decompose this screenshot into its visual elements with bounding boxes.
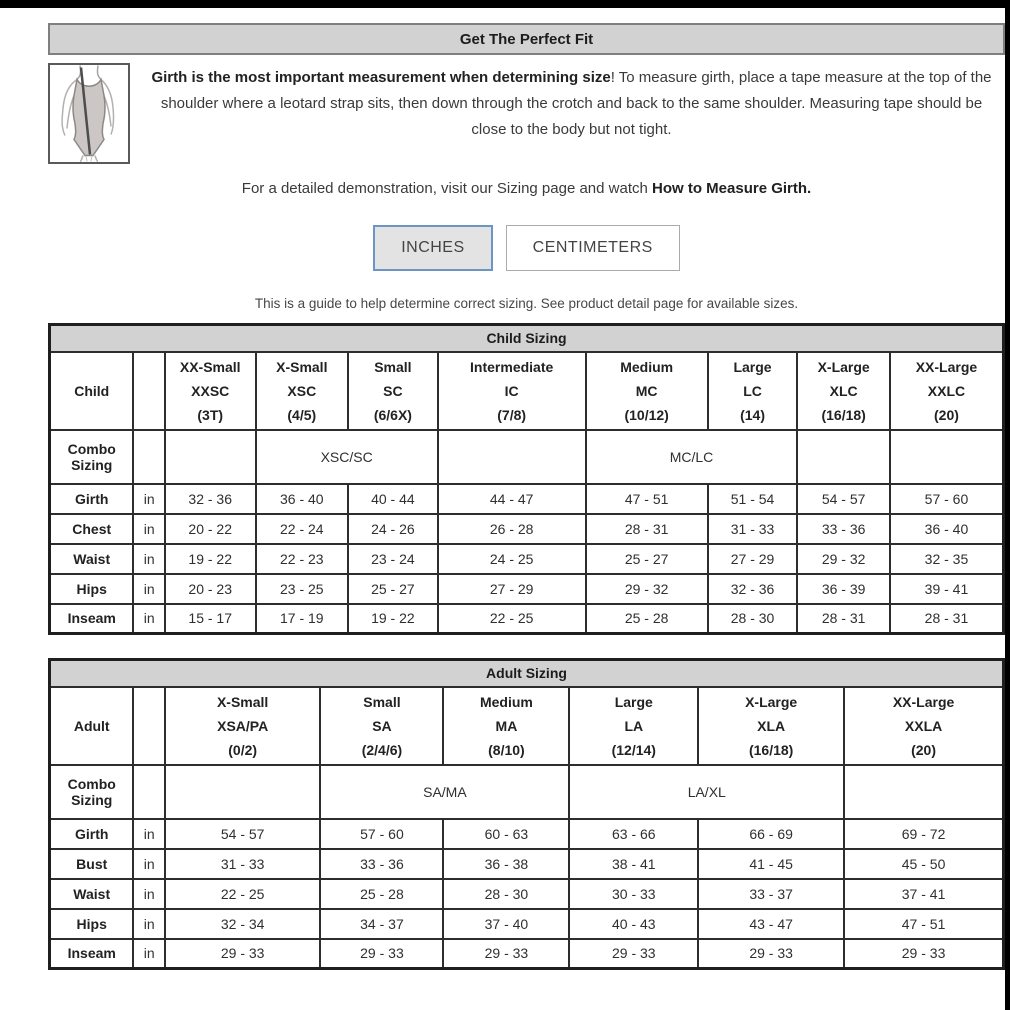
measurement-label: Bust bbox=[50, 849, 134, 879]
girth-intro-rest: ! To measure girth, place a tape measure at the top of the shoulder where a leotard strap sits, then down through the crotch and back to the same shoulder. Measuring tape should be close to the body but not tight. bbox=[160, 69, 992, 138]
measurement-value: 31 - 33 bbox=[708, 514, 798, 544]
measurement-value: 28 - 30 bbox=[708, 604, 798, 634]
unit-cell: in bbox=[133, 544, 164, 574]
measurement-value: 47 - 51 bbox=[844, 909, 1003, 939]
size-code: XSA/PA bbox=[217, 717, 269, 734]
measurement-value: 34 - 37 bbox=[320, 909, 443, 939]
measurement-value: 43 - 47 bbox=[698, 909, 844, 939]
size-code: SA bbox=[372, 717, 392, 734]
measurement-value: 28 - 31 bbox=[586, 514, 708, 544]
size-column-header bbox=[708, 352, 798, 430]
girth-diagram bbox=[48, 63, 130, 164]
size-name: X-Small bbox=[216, 693, 269, 710]
window-border-right bbox=[1005, 0, 1010, 1010]
inches-button[interactable]: INCHES bbox=[373, 225, 492, 271]
measurement-value: 25 - 28 bbox=[320, 879, 443, 909]
size-name: Large bbox=[614, 693, 653, 710]
size-column-header bbox=[698, 687, 844, 765]
measurement-value: 29 - 33 bbox=[320, 939, 443, 969]
size-range: (6/6X) bbox=[373, 406, 412, 423]
size-name: Intermediate bbox=[470, 358, 554, 375]
measurement-value: 29 - 33 bbox=[443, 939, 569, 969]
size-name: XX-Small bbox=[179, 358, 241, 375]
measurement-value: 63 - 66 bbox=[569, 819, 698, 849]
combo-size-cell bbox=[797, 430, 890, 484]
measurement-value: 15 - 17 bbox=[165, 604, 256, 634]
size-column-header bbox=[890, 352, 1004, 430]
size-column-header bbox=[797, 352, 890, 430]
size-name: X-Large bbox=[817, 358, 870, 375]
measurement-value: 37 - 41 bbox=[844, 879, 1003, 909]
measurement-value: 29 - 32 bbox=[586, 574, 708, 604]
measurement-value: 23 - 25 bbox=[256, 574, 349, 604]
size-name: XX-Large bbox=[892, 693, 955, 710]
measurement-value: 20 - 23 bbox=[165, 574, 256, 604]
measurement-value: 29 - 33 bbox=[569, 939, 698, 969]
row-group-label: Child bbox=[50, 352, 134, 430]
measurement-value: 32 - 34 bbox=[165, 909, 321, 939]
sizing-guide-note: This is a guide to help determine correct sizing. See product detail page for available sizes. bbox=[254, 296, 799, 311]
size-name: Large bbox=[733, 358, 772, 375]
combo-size-cell bbox=[890, 430, 1004, 484]
child-sizing-table bbox=[48, 323, 1005, 635]
measurement-label: Girth bbox=[50, 819, 134, 849]
measurement-label: Waist bbox=[50, 544, 134, 574]
measurement-value: 57 - 60 bbox=[320, 819, 443, 849]
size-column-header bbox=[165, 352, 256, 430]
demo-line bbox=[48, 180, 1005, 197]
measurement-value: 29 - 33 bbox=[844, 939, 1003, 969]
table-title: Child Sizing bbox=[50, 325, 1004, 352]
centimeters-button[interactable]: CENTIMETERS bbox=[506, 225, 680, 271]
measurement-row bbox=[50, 604, 1004, 634]
unit-cell: in bbox=[133, 819, 164, 849]
measurement-value: 33 - 36 bbox=[320, 849, 443, 879]
measurement-value: 40 - 43 bbox=[569, 909, 698, 939]
measurement-value: 54 - 57 bbox=[797, 484, 890, 514]
measurement-value: 33 - 37 bbox=[698, 879, 844, 909]
unit-cell: in bbox=[133, 604, 164, 634]
measurement-row bbox=[50, 574, 1004, 604]
measurement-label: Inseam bbox=[50, 939, 134, 969]
combo-size-cell: LA/XL bbox=[569, 765, 844, 819]
unit-toggle bbox=[48, 225, 1005, 271]
size-column-header bbox=[569, 687, 698, 765]
measurement-value: 25 - 27 bbox=[586, 544, 708, 574]
measurement-value: 24 - 25 bbox=[438, 544, 586, 574]
measurement-value: 45 - 50 bbox=[844, 849, 1003, 879]
size-name: XX-Large bbox=[915, 358, 978, 375]
measurement-row bbox=[50, 819, 1004, 849]
size-code: XLA bbox=[757, 717, 786, 734]
measurement-value: 19 - 22 bbox=[348, 604, 438, 634]
size-name: X-Large bbox=[745, 693, 798, 710]
measurement-value: 44 - 47 bbox=[438, 484, 586, 514]
girth-intro-text bbox=[130, 63, 1005, 164]
measurement-value: 22 - 25 bbox=[165, 879, 321, 909]
measurement-row bbox=[50, 849, 1004, 879]
measurement-row bbox=[50, 514, 1004, 544]
table-title: Adult Sizing bbox=[50, 660, 1004, 687]
size-range: (10/12) bbox=[624, 406, 669, 423]
measurement-value: 20 - 22 bbox=[165, 514, 256, 544]
measurement-value: 32 - 35 bbox=[890, 544, 1004, 574]
unit-cell: in bbox=[133, 879, 164, 909]
measurement-value: 28 - 31 bbox=[890, 604, 1004, 634]
size-name: Small bbox=[363, 693, 401, 710]
measurement-label: Hips bbox=[50, 574, 134, 604]
leotard-illustration bbox=[50, 65, 128, 162]
demo-line-text: For a detailed demonstration, visit our Sizing page and watch bbox=[241, 180, 653, 197]
measurement-value: 25 - 28 bbox=[586, 604, 708, 634]
measurement-row bbox=[50, 909, 1004, 939]
unit-cell bbox=[133, 430, 164, 484]
size-range: (2/4/6) bbox=[361, 741, 403, 758]
measurement-value: 47 - 51 bbox=[586, 484, 708, 514]
measurement-label: Girth bbox=[50, 484, 134, 514]
measurement-value: 51 - 54 bbox=[708, 484, 798, 514]
measurement-value: 23 - 24 bbox=[348, 544, 438, 574]
size-column-header bbox=[165, 687, 321, 765]
measurement-value: 22 - 24 bbox=[256, 514, 349, 544]
size-name: Small bbox=[374, 358, 412, 375]
size-name: Medium bbox=[620, 358, 674, 375]
size-code: MC bbox=[635, 382, 658, 399]
size-column-header bbox=[586, 352, 708, 430]
measurement-value: 54 - 57 bbox=[165, 819, 321, 849]
unit-header-cell bbox=[133, 352, 164, 430]
measurement-value: 29 - 33 bbox=[698, 939, 844, 969]
size-range: (20) bbox=[911, 741, 937, 758]
unit-cell: in bbox=[133, 484, 164, 514]
measurement-label: Chest bbox=[50, 514, 134, 544]
girth-intro-bold: Girth is the most important measurement when determining size bbox=[151, 69, 611, 86]
measurement-value: 32 - 36 bbox=[708, 574, 798, 604]
measurement-value: 57 - 60 bbox=[890, 484, 1004, 514]
measurement-label: Inseam bbox=[50, 604, 134, 634]
size-range: (0/2) bbox=[228, 741, 258, 758]
size-range: (20) bbox=[934, 406, 959, 423]
measurement-value: 29 - 33 bbox=[165, 939, 321, 969]
page-title bbox=[48, 23, 1005, 55]
size-name: X-Small bbox=[276, 358, 328, 375]
size-code: XLC bbox=[829, 382, 858, 399]
size-code: LA bbox=[624, 717, 644, 734]
measurement-value: 30 - 33 bbox=[569, 879, 698, 909]
unit-cell: in bbox=[133, 909, 164, 939]
measurement-value: 40 - 44 bbox=[348, 484, 438, 514]
measurement-value: 31 - 33 bbox=[165, 849, 321, 879]
measurement-value: 36 - 40 bbox=[256, 484, 349, 514]
measurement-value: 28 - 31 bbox=[797, 604, 890, 634]
unit-cell: in bbox=[133, 514, 164, 544]
page-title-text: Get The Perfect Fit bbox=[459, 30, 594, 48]
measurement-value: 29 - 32 bbox=[797, 544, 890, 574]
size-column-header bbox=[844, 687, 1003, 765]
size-column-header bbox=[443, 687, 569, 765]
measurement-value: 36 - 39 bbox=[797, 574, 890, 604]
size-range: (4/5) bbox=[287, 406, 317, 423]
demo-line-bold: How to Measure Girth. bbox=[652, 180, 812, 197]
combo-size-cell bbox=[438, 430, 586, 484]
size-code: LC bbox=[743, 382, 762, 399]
size-column-header bbox=[438, 352, 586, 430]
size-column-header bbox=[320, 687, 443, 765]
size-code: IC bbox=[504, 382, 519, 399]
size-code: SC bbox=[383, 382, 403, 399]
measurement-value: 60 - 63 bbox=[443, 819, 569, 849]
size-code: XXSC bbox=[191, 382, 230, 399]
combo-size-cell: SA/MA bbox=[320, 765, 569, 819]
measurement-row bbox=[50, 939, 1004, 969]
size-range: (3T) bbox=[197, 406, 224, 423]
combo-size-cell bbox=[165, 430, 256, 484]
measurement-value: 39 - 41 bbox=[890, 574, 1004, 604]
measurement-value: 36 - 40 bbox=[890, 514, 1004, 544]
measurement-value: 25 - 27 bbox=[348, 574, 438, 604]
measurement-row bbox=[50, 879, 1004, 909]
measurement-value: 32 - 36 bbox=[165, 484, 256, 514]
measurement-row bbox=[50, 544, 1004, 574]
measurement-value: 33 - 36 bbox=[797, 514, 890, 544]
unit-cell bbox=[133, 765, 164, 819]
size-code: XXLC bbox=[927, 382, 966, 399]
unit-header-cell bbox=[133, 687, 164, 765]
size-code: MA bbox=[495, 717, 518, 734]
size-range: (7/8) bbox=[497, 406, 527, 423]
measurement-value: 27 - 29 bbox=[708, 544, 798, 574]
measurement-value: 66 - 69 bbox=[698, 819, 844, 849]
size-column-header bbox=[348, 352, 438, 430]
adult-sizing-table bbox=[48, 658, 1005, 970]
girth-intro-section bbox=[48, 63, 1005, 164]
unit-cell: in bbox=[133, 939, 164, 969]
window-border-top bbox=[0, 0, 1010, 8]
size-range: (8/10) bbox=[488, 741, 525, 758]
measurement-value: 28 - 30 bbox=[443, 879, 569, 909]
size-column-header bbox=[256, 352, 349, 430]
combo-row-label: Combo Sizing bbox=[50, 765, 134, 819]
measurement-value: 27 - 29 bbox=[438, 574, 586, 604]
measurement-value: 37 - 40 bbox=[443, 909, 569, 939]
measurement-value: 38 - 41 bbox=[569, 849, 698, 879]
row-group-label: Adult bbox=[50, 687, 134, 765]
combo-size-cell bbox=[165, 765, 321, 819]
combo-size-cell: MC/LC bbox=[586, 430, 798, 484]
combo-row-label: Combo Sizing bbox=[50, 430, 134, 484]
measurement-value: 24 - 26 bbox=[348, 514, 438, 544]
size-range: (12/14) bbox=[611, 741, 656, 758]
combo-size-cell: XSC/SC bbox=[256, 430, 438, 484]
size-code: XXLA bbox=[904, 717, 943, 734]
size-range: (16/18) bbox=[821, 406, 866, 423]
measurement-value: 41 - 45 bbox=[698, 849, 844, 879]
measurement-label: Waist bbox=[50, 879, 134, 909]
sizing-guide-page bbox=[48, 8, 1005, 970]
measurement-value: 22 - 25 bbox=[438, 604, 586, 634]
measurement-value: 22 - 23 bbox=[256, 544, 349, 574]
combo-size-cell bbox=[844, 765, 1003, 819]
measurement-value: 17 - 19 bbox=[256, 604, 349, 634]
unit-cell: in bbox=[133, 849, 164, 879]
measurement-value: 26 - 28 bbox=[438, 514, 586, 544]
size-range: (16/18) bbox=[748, 741, 794, 758]
measurement-label: Hips bbox=[50, 909, 134, 939]
size-name: Medium bbox=[479, 693, 533, 710]
measurement-row bbox=[50, 484, 1004, 514]
measurement-value: 69 - 72 bbox=[844, 819, 1003, 849]
size-code: XSC bbox=[287, 382, 317, 399]
size-range: (14) bbox=[740, 406, 765, 423]
measurement-value: 19 - 22 bbox=[165, 544, 256, 574]
unit-cell: in bbox=[133, 574, 164, 604]
measurement-value: 36 - 38 bbox=[443, 849, 569, 879]
